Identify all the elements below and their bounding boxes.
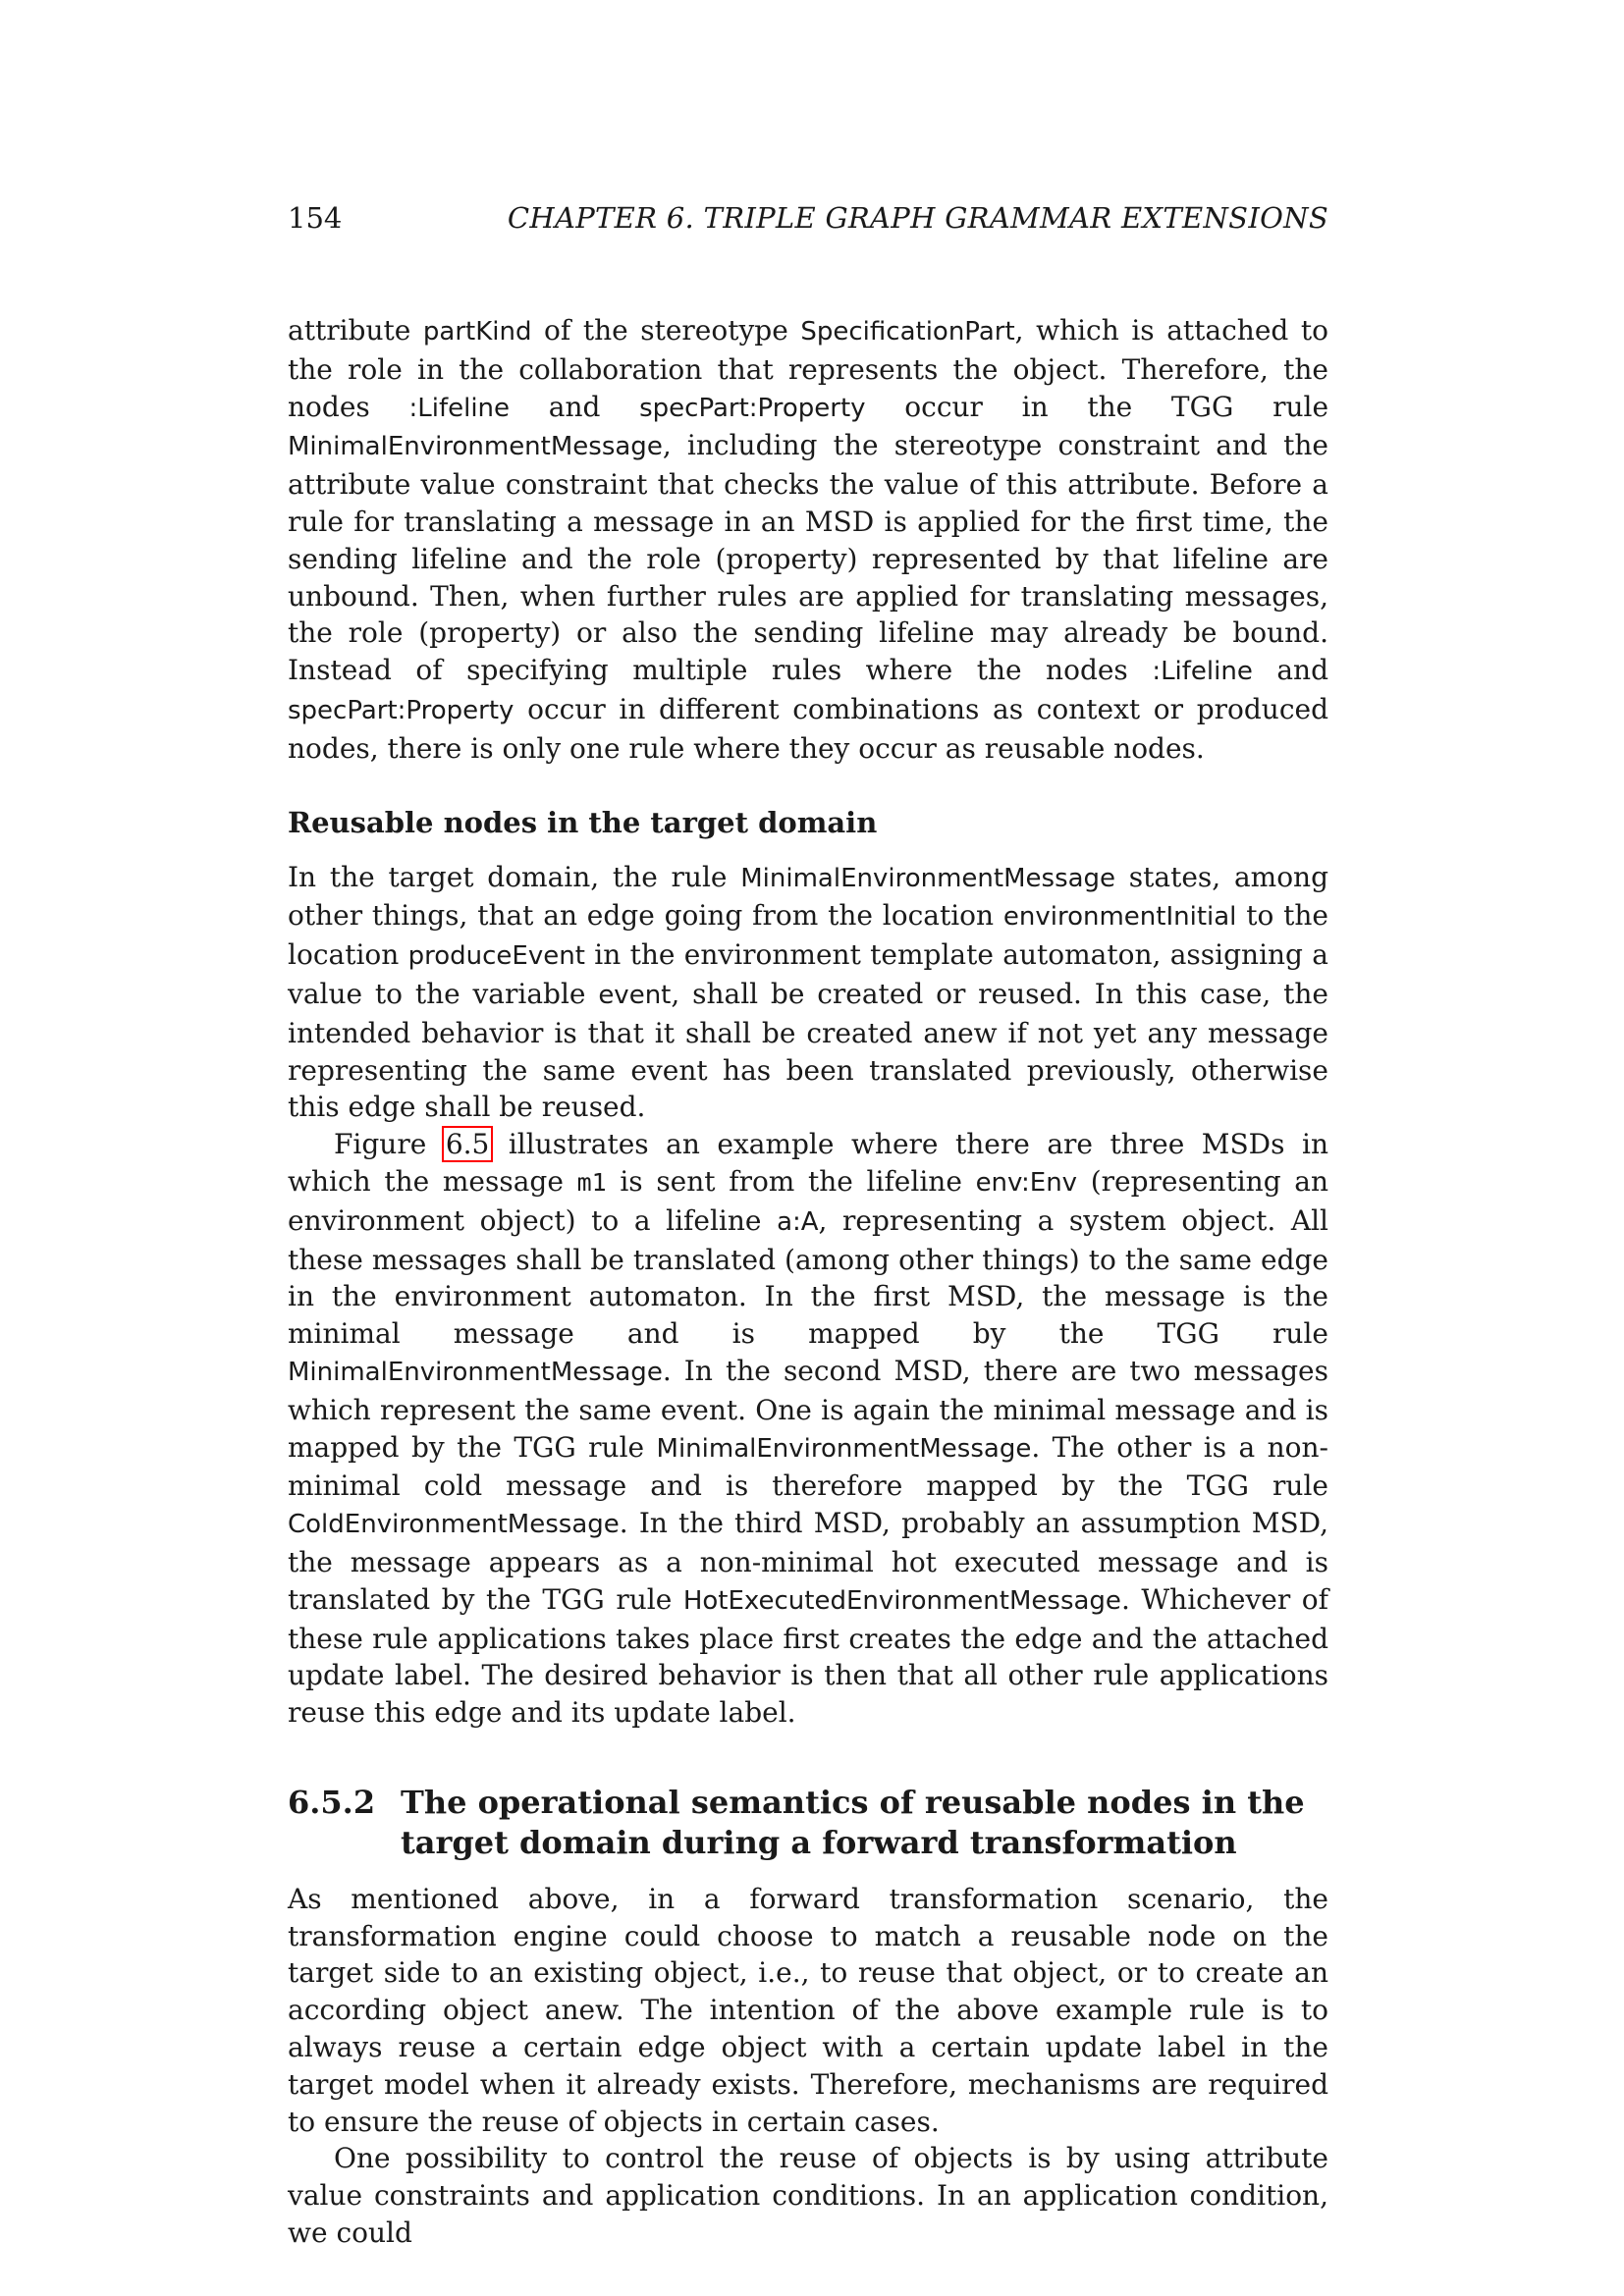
code-term: produceEvent bbox=[407, 941, 585, 972]
code-term: MinimalEnvironmentMessage bbox=[740, 863, 1116, 893]
text-run: . The other is a non-minimal cold message and is therefore mapped by the TGG rule bbox=[288, 1430, 1328, 1503]
text-run: occur in different combinations as context or produced nodes, there is only one rule where they occur as reusable nodes. bbox=[288, 692, 1328, 765]
code-term: ColdEnvironmentMessage bbox=[288, 1510, 620, 1540]
code-term: a:A bbox=[777, 1206, 819, 1237]
running-title: CHAPTER 6. TRIPLE GRAPH GRAMMAR EXTENSIONS bbox=[507, 201, 1328, 235]
text-run: is sent from the lifeline bbox=[606, 1164, 976, 1198]
code-term: partKind bbox=[422, 317, 532, 347]
page-number: 154 bbox=[288, 201, 343, 235]
text-run: in the environment template automaton, assigning a value to the variable bbox=[288, 938, 1329, 1010]
text-run: , which is attached to the role in the collaboration that represents the object. Therefore, the nodes bbox=[288, 314, 1328, 423]
text-run: occur in the TGG rule bbox=[865, 390, 1329, 423]
code-term: :Lifeline bbox=[1152, 657, 1253, 687]
code-term: SpecificationPart bbox=[800, 317, 1015, 347]
code-term: environmentInitial bbox=[1002, 902, 1237, 933]
code-term: m1 bbox=[576, 1167, 607, 1197]
code-term: specPart:Property bbox=[288, 695, 514, 725]
subsection-heading bbox=[288, 1783, 1328, 1863]
code-term: env:Env bbox=[975, 1167, 1078, 1198]
figure-reference-link[interactable]: 6.5 bbox=[445, 1128, 490, 1161]
code-term: specPart:Property bbox=[639, 393, 866, 423]
paragraph-heading: Reusable nodes in the target domain bbox=[288, 805, 878, 839]
paragraph-reusable-lifeline bbox=[288, 312, 1328, 768]
text-run: , including the stereotype constraint and the attribute value constraint that checks the value of this attribute. Before a rule for translating a message in an MSD is applied for the first time, the sending lifeline and the role (property) represented by that lifeline are unbound. Then, when further rules are applied for translating messages, the role (property) or also the sending lifeline may already be bound. Instead of specifying multiple rules where the nodes bbox=[288, 429, 1328, 687]
paragraph-reuse-control: One possibility to control the reuse of objects is by using attribute value constraints and application conditions. In an application condition, we could bbox=[288, 2142, 1328, 2250]
text-run: In the target domain, the rule bbox=[288, 860, 741, 893]
paragraph-target-domain bbox=[288, 859, 1328, 1127]
subsection-title: The operational semantics of reusable nodes in the target domain during a forward transformation bbox=[401, 1783, 1305, 1861]
text-run: (representing an environment object) to a lifeline bbox=[288, 1164, 1329, 1237]
text-run: . In the second MSD, there are two messages which represent the same event. One is again the minimal message and is mapped by the TGG rule bbox=[288, 1354, 1328, 1464]
code-term: MinimalEnvironmentMessage bbox=[656, 1433, 1032, 1464]
text-run: Figure bbox=[334, 1128, 444, 1161]
text-run: and bbox=[1252, 654, 1329, 687]
code-term: :Lifeline bbox=[408, 393, 511, 423]
code-term: event bbox=[598, 980, 672, 1010]
text-run: to the location bbox=[288, 899, 1329, 972]
text-run: . Whichever of these rule applications takes place first creates the edge and the attached update label. The desired behavior is then that all other rule applications reuse this edge and its update label. bbox=[288, 1582, 1328, 1730]
subsection-number: 6.5.2 bbox=[288, 1783, 376, 1821]
paragraph-operational-semantics: As mentioned above, in a forward transformation scenario, the transformation engine could choose to match a reusable node on the target side to an existing object, i.e., to reuse that object, or to create an according object anew. The intention of the above example rule is to always reuse a certain edge object with a certain update label in the target model when it already exists. Therefore, mechanisms are required to ensure the reuse of objects in certain cases. bbox=[288, 1882, 1328, 2138]
text-run: , representing a system object. All these messages shall be translated (among other things) to the same edge in the environment automaton. In the first MSD, the message is the minimal message and is mapped by the TGG rule bbox=[288, 1203, 1328, 1351]
code-term: MinimalEnvironmentMessage bbox=[288, 1357, 663, 1387]
page-header bbox=[288, 196, 1328, 240]
text-run: illustrates an example where there are three MSDs in which the message bbox=[288, 1128, 1328, 1198]
text-run: . In the third MSD, probably an assumption MSD, the message appears as a non-minimal hot executed message and is translated by the TGG rule bbox=[288, 1507, 1328, 1616]
code-term: MinimalEnvironmentMessage bbox=[288, 432, 663, 462]
text-run: attribute bbox=[288, 314, 423, 347]
paragraph-figure-example bbox=[288, 1126, 1328, 1732]
page-body bbox=[288, 312, 1328, 2252]
text-run: states, among other things, that an edge going from the location bbox=[288, 860, 1329, 933]
code-term: HotExecutedEnvironmentMessage bbox=[682, 1585, 1121, 1616]
text-run: and bbox=[510, 390, 640, 423]
text-run: of the stereotype bbox=[531, 314, 801, 347]
text-run: , shall be created or reused. In this case, the intended behavior is that it shall be created anew if not yet any message representing the same event has been translated previously, otherwise this edge shall be reused. bbox=[288, 977, 1328, 1124]
